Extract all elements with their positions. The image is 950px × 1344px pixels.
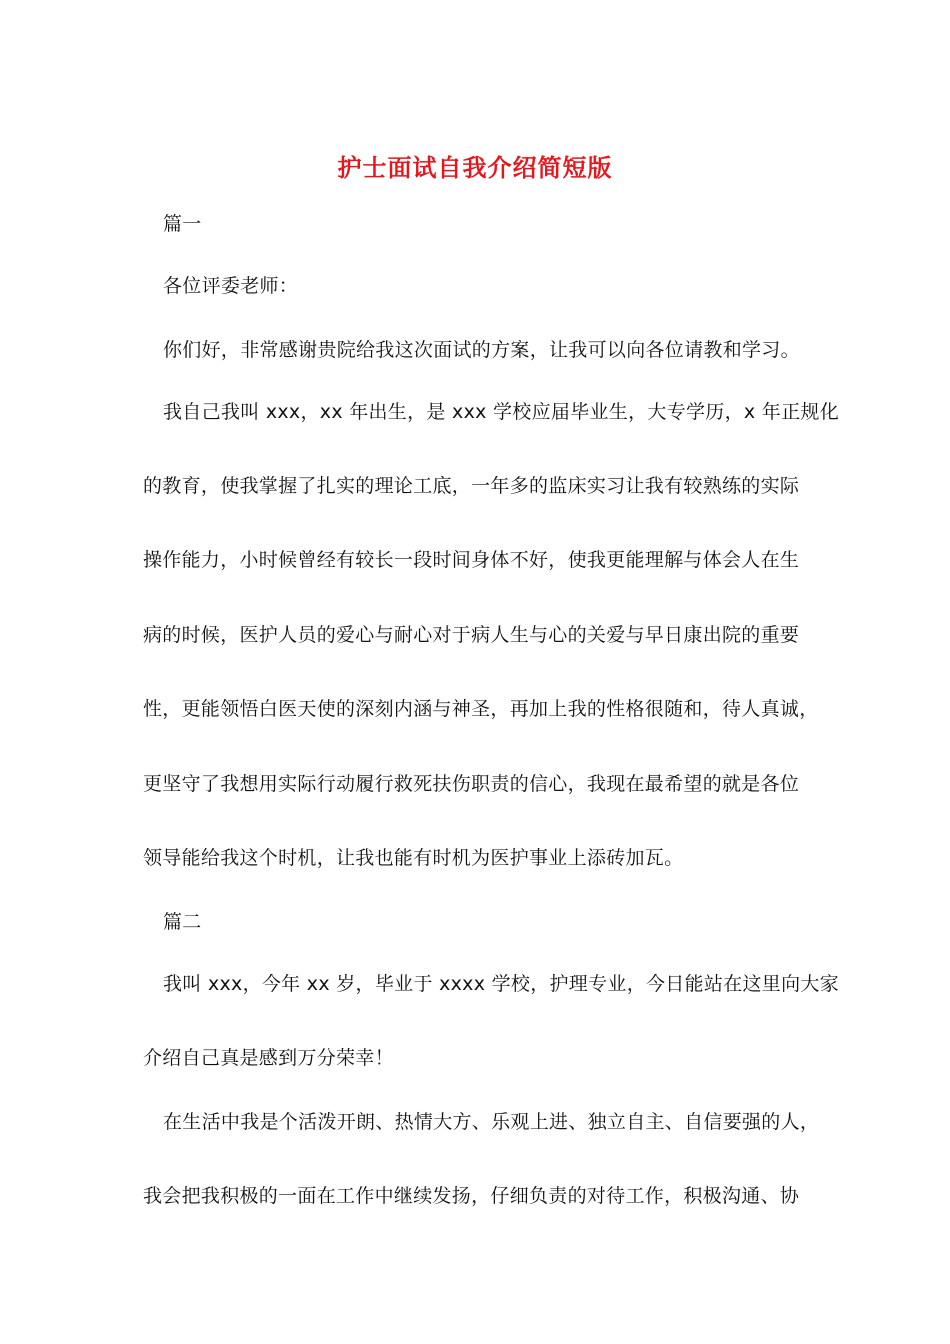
paragraph-line: 在生活中我是个活泼开朗、热情大方、乐观上进、独立自主、自信要强的人，	[163, 1111, 820, 1133]
paragraph-line: 介绍自己真是感到万分荣幸！	[143, 1047, 394, 1069]
section-heading-2: 篇二	[163, 911, 202, 933]
paragraph-line: 的教育，使我掌握了扎实的理论工底，一年多的监床实习让我有较熟练的实际	[143, 475, 800, 497]
document-title: 护士面试自我介绍简短版	[337, 153, 613, 182]
paragraph-line: 性，更能领悟白医天使的深刻内涵与神圣，再加上我的性格很随和，待人真诚，	[143, 698, 819, 720]
paragraph-line: 病的时候，医护人员的爱心与耐心对于病人生与心的关爱与早日康出院的重要	[143, 624, 800, 646]
paragraph-line: 我会把我积极的一面在工作中继续发扬，仔细负责的对待工作，积极沟通、协	[143, 1185, 800, 1207]
paragraph-line: 领导能给我这个时机，让我也能有时机为医护事业上添砖加瓦。	[143, 847, 684, 869]
paragraph-line: 操作能力，小时候曾经有较长一段时间身体不好，使我更能理解与体会人在生	[143, 549, 800, 571]
section-heading-1: 篇一	[163, 213, 202, 235]
paragraph-line: 我自己我叫 xxx，xx 年出生，是 xxx 学校应届毕业生，大专学历，x 年正规化	[163, 401, 839, 423]
paragraph-line: 你们好，非常感谢贵院给我这次面试的方案，让我可以向各位请教和学习。	[163, 339, 800, 361]
paragraph-line: 更坚守了我想用实际行动履行救死扶伤职责的信心，我现在最希望的就是各位	[143, 773, 800, 795]
paragraph-line: 我叫 xxx，今年 xx 岁，毕业于 xxxx 学校，护理专业，今日能站在这里向大家	[163, 973, 839, 995]
salutation: 各位评委老师：	[163, 275, 299, 297]
